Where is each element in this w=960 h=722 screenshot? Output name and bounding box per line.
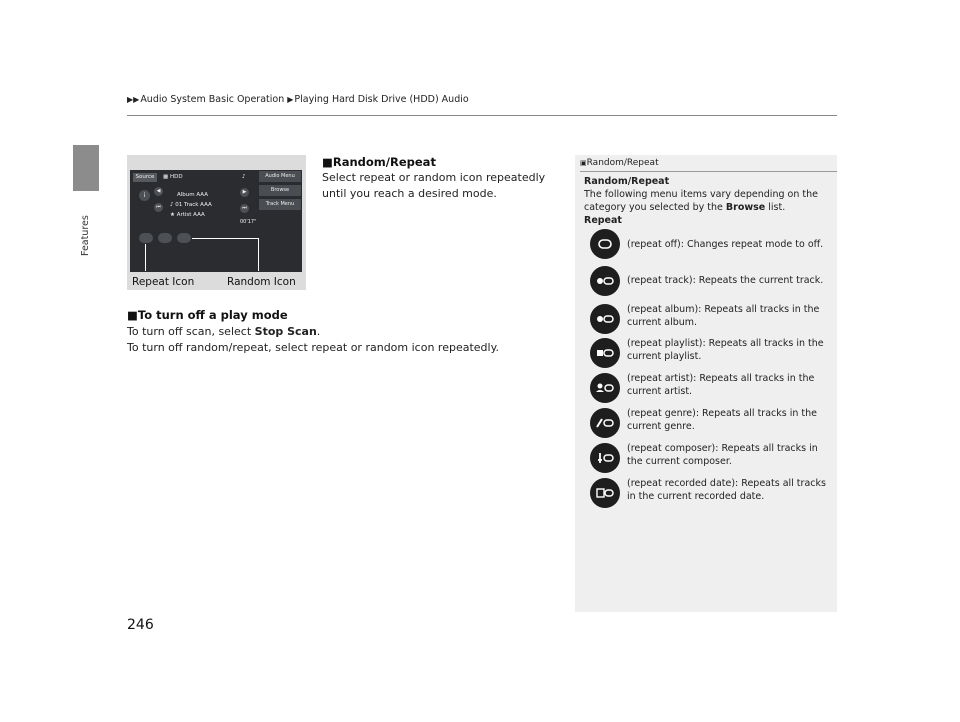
breadcrumb — [127, 94, 469, 105]
track-label: 01 Track AAA — [175, 202, 212, 208]
turn-off-scan-text — [127, 324, 320, 340]
volume-icon: ♪ — [242, 174, 246, 180]
artist-name: ★ Artist AAA — [170, 212, 205, 218]
note-ref-icon: ▣ — [580, 159, 587, 167]
repeat-item-text: (repeat composer): Repeats all tracks in the current composer. — [627, 443, 818, 467]
breadcrumb-arrow-icon: ▶ — [287, 95, 294, 104]
page-number: 246 — [127, 617, 154, 633]
repeat-heading: Repeat — [584, 215, 622, 226]
repeat-genre-icon — [590, 408, 620, 438]
random-callout-line — [192, 238, 258, 239]
random-repeat-heading: ■Random/Repeat — [322, 155, 436, 169]
random-icon-label: Random Icon — [227, 276, 296, 288]
header-divider — [127, 115, 837, 116]
skip-back-icon: ⏮ — [154, 203, 163, 212]
repeat-item-text: (repeat genre): Repeats all tracks in the current genre. — [627, 408, 817, 432]
track-name: ♪ 01 Track AAA — [170, 202, 212, 208]
repeat-icon-label: Repeat Icon — [132, 276, 195, 288]
note-intro-suffix: list. — [765, 202, 786, 213]
browse-term: Browse — [725, 202, 766, 213]
note-intro-prefix: The following menu items vary depending on the category you selected by the — [584, 189, 818, 213]
random-callout-line — [258, 238, 259, 271]
section-tab — [73, 145, 99, 191]
repeat-album-icon — [590, 304, 620, 334]
turn-off-scan-prefix: To turn off scan, select — [127, 325, 255, 338]
next-folder-icon: ▶ — [240, 188, 249, 197]
track-menu-button: Track Menu — [259, 199, 301, 210]
repeat-item-text: (repeat album): Repeats all tracks in the current album. — [627, 304, 820, 328]
artist-label: Artist AAA — [176, 212, 205, 218]
repeat-artist-icon — [590, 373, 620, 403]
section-label: Features — [80, 215, 91, 256]
turn-off-heading: ■To turn off a play mode — [127, 308, 288, 322]
random-repeat-heading-text: Random/Repeat — [332, 155, 436, 169]
breadcrumb-item[interactable]: Playing Hard Disk Drive (HDD) Audio — [294, 94, 469, 105]
elapsed-time: 00'17" — [240, 219, 257, 225]
browse-button: Browse — [259, 185, 301, 196]
stop-scan-term: Stop Scan — [254, 325, 317, 338]
turn-off-heading-text: To turn off a play mode — [137, 308, 288, 322]
breadcrumb-arrow-icon: ▶▶ — [127, 95, 140, 104]
audio-menu-button: Audio Menu — [259, 171, 301, 182]
repeat-off-icon — [590, 229, 620, 259]
repeat-track-icon — [590, 266, 620, 296]
screen-random-icon — [177, 233, 191, 243]
note-panel-intro — [584, 188, 824, 214]
source-button: Source — [133, 173, 157, 182]
repeat-item-text: (repeat playlist): Repeats all tracks in the current playlist. — [627, 338, 824, 362]
skip-forward-icon: ⏭ — [240, 204, 249, 213]
repeat-recorded-date-icon — [590, 478, 620, 508]
note-panel-title: Random/Repeat — [584, 176, 670, 187]
breadcrumb-item[interactable]: Audio System Basic Operation — [140, 94, 285, 105]
note-panel-tag-text: Random/Repeat — [586, 158, 659, 168]
album-name: Album AAA — [177, 192, 208, 198]
repeat-item-text: (repeat off): Changes repeat mode to off. — [627, 239, 824, 250]
repeat-playlist-icon — [590, 338, 620, 368]
repeat-item-text: (repeat recorded date): Repeats all tracks in the current recorded date. — [627, 478, 826, 502]
turn-off-scan-suffix: . — [316, 325, 321, 338]
turn-off-random-text: To turn off random/repeat, select repeat or random icon repeatedly. — [127, 341, 500, 354]
repeat-composer-icon — [590, 443, 620, 473]
note-panel-divider — [580, 171, 837, 172]
repeat-item-text: (repeat track): Repeats the current track. — [627, 275, 824, 286]
note-panel-tag — [580, 158, 659, 168]
prev-folder-icon: ◀ — [154, 187, 163, 196]
screen-repeat-icon — [139, 233, 153, 243]
hdd-label: HDD — [169, 174, 183, 180]
repeat-item-text: (repeat artist): Repeats all tracks in the current artist. — [627, 373, 815, 397]
screen-scan-icon — [158, 233, 172, 243]
repeat-callout-line — [145, 244, 146, 271]
hdd-indicator: ▦ HDD — [163, 174, 183, 180]
random-repeat-body: Select repeat or random icon repeatedly until you reach a desired mode. — [322, 171, 546, 200]
info-icon: i — [139, 190, 150, 201]
